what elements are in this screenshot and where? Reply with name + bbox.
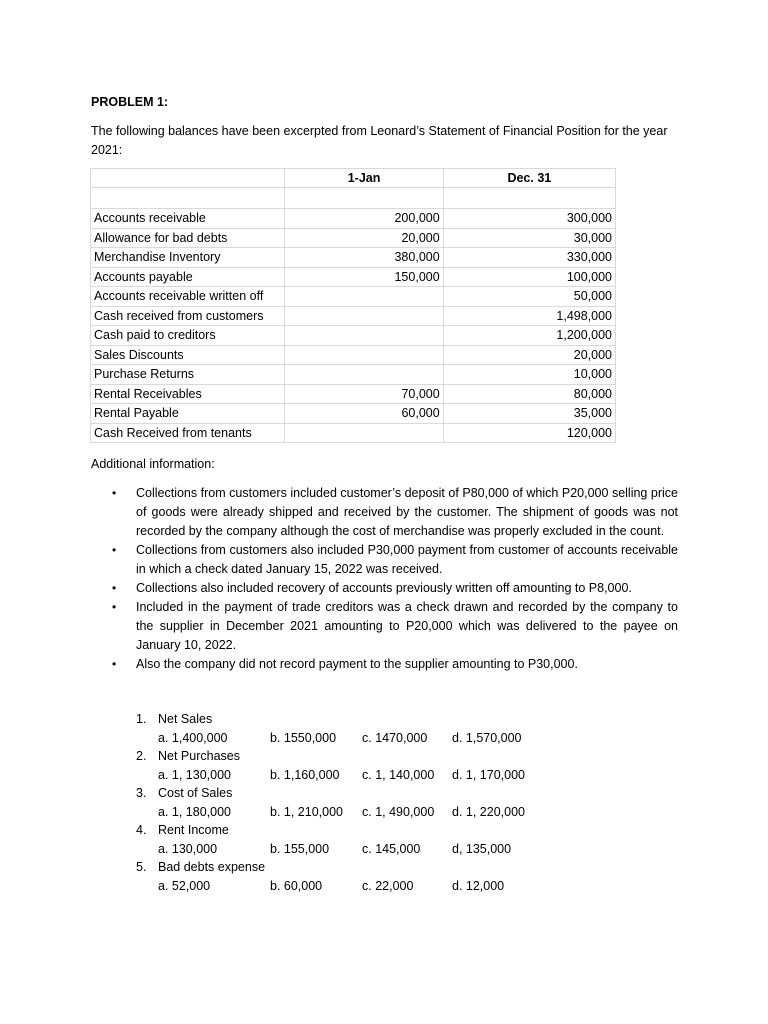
- bullet-icon: •: [112, 543, 117, 557]
- row-dec: 50,000: [443, 287, 615, 307]
- header-empty-cell: [91, 169, 285, 188]
- option-d: d. 1, 220,000: [452, 804, 525, 819]
- question-number: 2.: [136, 749, 147, 763]
- list-item: [112, 579, 678, 598]
- list-item: [112, 598, 678, 655]
- option-c: c. 22,000: [362, 878, 414, 893]
- row-label: Cash paid to creditors: [91, 326, 285, 346]
- question-number: 5.: [136, 860, 147, 874]
- list-item: [112, 484, 678, 541]
- table-row: [91, 228, 616, 248]
- row-label: Purchase Returns: [91, 365, 285, 385]
- question-item: [136, 784, 556, 821]
- question-number: 4.: [136, 823, 147, 837]
- question-title: Net Purchases: [158, 749, 240, 763]
- questions-list: [136, 710, 556, 895]
- balances-table: [90, 168, 616, 443]
- option-a: a. 130,000: [158, 841, 218, 856]
- row-dec: 120,000: [443, 423, 615, 443]
- question-item: [136, 710, 556, 747]
- option-c: c. 1470,000: [362, 730, 428, 745]
- bullet-text: Collections from customers included customer’s deposit of P80,000 of which P20,000 selling price of goods were already shipped and received by the customer. The shipment of goods was not recorded by the company although the cost of merchandise was properly excluded in the count.: [136, 486, 678, 538]
- bullet-text: Collections from customers also included P30,000 payment from customer of accounts receivable in which a check dated January 15, 2022 was received.: [136, 543, 678, 576]
- table-row: [91, 404, 616, 424]
- option-a: a. 1,400,000: [158, 730, 228, 745]
- option-b: b. 1, 210,000: [270, 804, 343, 819]
- row-dec: 300,000: [443, 209, 615, 229]
- table-row: [91, 248, 616, 268]
- bullet-text: Also the company did not record payment to the supplier amounting to P30,000.: [136, 657, 578, 671]
- row-jan: 150,000: [285, 267, 443, 287]
- row-label: Rental Payable: [91, 404, 285, 424]
- bullet-icon: •: [112, 657, 117, 671]
- row-label: Sales Discounts: [91, 345, 285, 365]
- table-header-row: [91, 169, 616, 188]
- row-jan: [285, 423, 443, 443]
- row-jan: 20,000: [285, 228, 443, 248]
- header-jan: 1-Jan: [285, 169, 443, 188]
- table-row: [91, 306, 616, 326]
- row-jan: [285, 345, 443, 365]
- question-title: Bad debts expense: [158, 860, 266, 874]
- table-row: [91, 423, 616, 443]
- question-item: [136, 858, 556, 895]
- row-label: Allowance for bad debts: [91, 228, 285, 248]
- option-d: d. 1, 170,000: [452, 767, 525, 782]
- bullet-text: Included in the payment of trade creditors was a check drawn and recorded by the company to the supplier in December 2021 amounting to P20,000 which was delivered to the payee on January 10, 2022.: [136, 600, 678, 652]
- question-item: [136, 747, 556, 784]
- question-item: [136, 821, 556, 858]
- option-d: d. 12,000: [452, 878, 505, 893]
- row-jan: [285, 306, 443, 326]
- row-label: Rental Receivables: [91, 384, 285, 404]
- row-dec: 1,200,000: [443, 326, 615, 346]
- additional-info-list: [112, 484, 678, 674]
- table-spacer-row: [91, 188, 616, 209]
- question-number: 1.: [136, 712, 147, 726]
- problem-heading: PROBLEM 1:: [91, 95, 169, 109]
- row-dec: 35,000: [443, 404, 615, 424]
- table-row: [91, 326, 616, 346]
- row-label: Cash Received from tenants: [91, 423, 285, 443]
- row-label: Merchandise Inventory: [91, 248, 285, 268]
- table-row: [91, 365, 616, 385]
- option-d: d. 1,570,000: [452, 730, 522, 745]
- option-b: b. 60,000: [270, 878, 323, 893]
- bullet-icon: •: [112, 581, 117, 595]
- row-dec: 80,000: [443, 384, 615, 404]
- intro-paragraph: The following balances have been excerpted from Leonard’s Statement of Financial Position for the year 2021:: [91, 124, 668, 157]
- option-a: a. 52,000: [158, 878, 211, 893]
- bullet-text: Collections also included recovery of accounts previously written off amounting to P8,000.: [136, 581, 632, 595]
- row-jan: [285, 287, 443, 307]
- additional-info-heading: Additional information:: [91, 457, 215, 471]
- question-title: Net Sales: [158, 712, 213, 726]
- bullet-icon: •: [112, 486, 117, 500]
- row-jan: [285, 326, 443, 346]
- row-jan: [285, 365, 443, 385]
- option-b: b. 155,000: [270, 841, 330, 856]
- list-item: [112, 655, 678, 674]
- option-d: d, 135,000: [452, 841, 512, 856]
- row-label: Cash received from customers: [91, 306, 285, 326]
- question-number: 3.: [136, 786, 147, 800]
- question-title: Cost of Sales: [158, 786, 233, 800]
- row-jan: 70,000: [285, 384, 443, 404]
- table-row: [91, 384, 616, 404]
- row-dec: 100,000: [443, 267, 615, 287]
- option-b: b. 1550,000: [270, 730, 337, 745]
- header-dec: Dec. 31: [443, 169, 615, 188]
- row-jan: 60,000: [285, 404, 443, 424]
- option-c: c. 145,000: [362, 841, 421, 856]
- bullet-icon: •: [112, 600, 117, 614]
- list-item: [112, 541, 678, 579]
- row-label: Accounts receivable written off: [91, 287, 285, 307]
- row-dec: 330,000: [443, 248, 615, 268]
- option-a: a. 1, 180,000: [158, 804, 231, 819]
- table-row: [91, 345, 616, 365]
- row-label: Accounts payable: [91, 267, 285, 287]
- option-b: b. 1,160,000: [270, 767, 340, 782]
- row-jan: 200,000: [285, 209, 443, 229]
- row-label: Accounts receivable: [91, 209, 285, 229]
- table-row: [91, 209, 616, 229]
- table-row: [91, 267, 616, 287]
- row-dec: 1,498,000: [443, 306, 615, 326]
- row-dec: 30,000: [443, 228, 615, 248]
- option-c: c. 1, 490,000: [362, 804, 435, 819]
- row-jan: 380,000: [285, 248, 443, 268]
- option-a: a. 1, 130,000: [158, 767, 231, 782]
- row-dec: 10,000: [443, 365, 615, 385]
- option-c: c. 1, 140,000: [362, 767, 435, 782]
- row-dec: 20,000: [443, 345, 615, 365]
- table-row: [91, 287, 616, 307]
- question-title: Rent Income: [158, 823, 229, 837]
